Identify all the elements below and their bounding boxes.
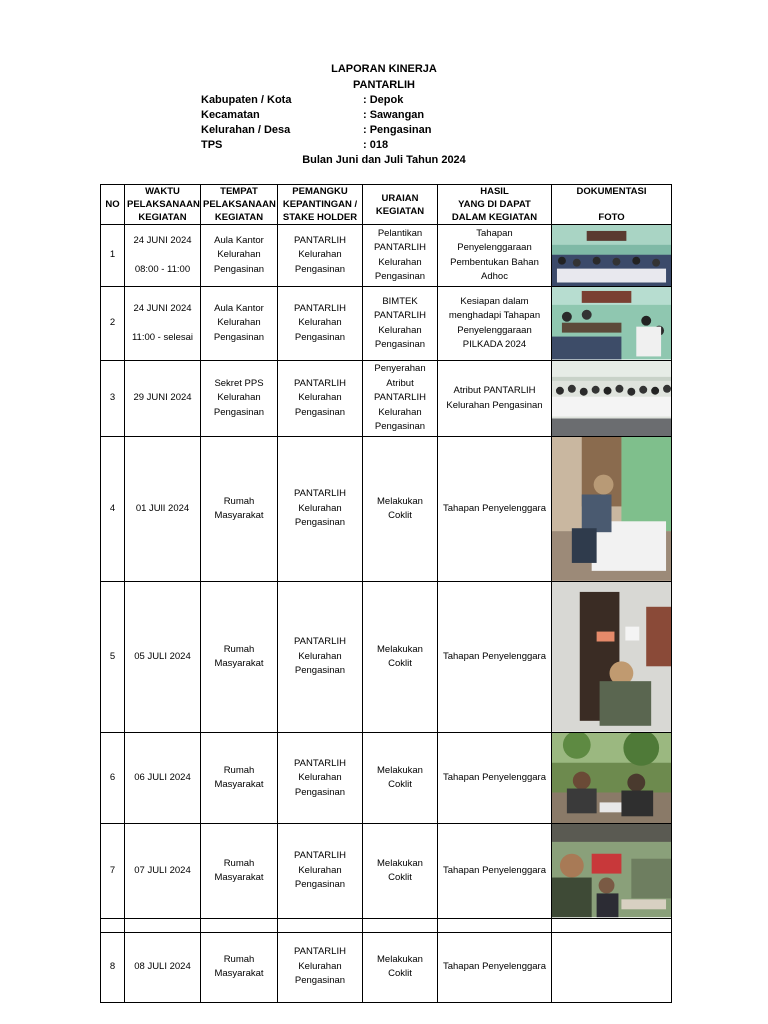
cell-no: 8 bbox=[101, 932, 125, 1002]
cell-hasil: Tahapan Penyelenggara bbox=[438, 824, 552, 918]
cell-pemangku: PANTARLIH Kelurahan Pengasinan bbox=[278, 287, 363, 360]
table-row bbox=[101, 733, 672, 824]
meeting-hall-photo bbox=[552, 225, 671, 286]
outdoor-visit-photo bbox=[552, 733, 671, 823]
cell-hasil: Tahapan Penyelenggaraan Pembentukan Bahan Adhoc bbox=[438, 225, 552, 287]
cell-uraian: Melakukan Coklit bbox=[363, 733, 438, 824]
info-label-kelurahan: Kelurahan / Desa bbox=[201, 124, 291, 136]
cell-pemangku: PANTARLIH Kelurahan Pengasinan bbox=[278, 360, 363, 436]
table-header-row bbox=[101, 185, 672, 225]
info-label-tps: TPS bbox=[201, 139, 223, 151]
column-header-foto: DOKUMENTASI FOTO bbox=[552, 185, 672, 225]
info-value-kecamatan: : Sawangan bbox=[363, 109, 425, 121]
cell-no: 4 bbox=[101, 437, 125, 582]
selfie-photo bbox=[552, 824, 671, 917]
cell-waktu: 24 JUNI 2024 11:00 - selesai bbox=[125, 287, 201, 360]
table-row bbox=[101, 287, 672, 360]
crowd-photo bbox=[552, 361, 671, 436]
cell-tempat: Rumah Masyarakat bbox=[201, 824, 278, 918]
cell-tempat: Rumah Masyarakat bbox=[201, 582, 278, 733]
table-row bbox=[101, 824, 672, 918]
cell-waktu: 29 JUNI 2024 bbox=[125, 360, 201, 436]
cell-uraian: Pelantikan PANTARLIH Kelurahan Pengasinan bbox=[363, 225, 438, 287]
info-value-kelurahan: : Pengasinan bbox=[363, 124, 432, 136]
column-header-uraian: URAIAN KEGIATAN bbox=[363, 185, 438, 225]
report-subtitle: PANTARLIH bbox=[353, 79, 415, 91]
home-visit-photo-1 bbox=[552, 437, 671, 581]
info-value-kabupaten: : Depok bbox=[363, 94, 404, 106]
table-row bbox=[101, 932, 672, 1002]
table-row bbox=[101, 582, 672, 733]
table-row bbox=[101, 437, 672, 582]
cell-tempat: Aula Kantor Kelurahan Pengasinan bbox=[201, 225, 278, 287]
cell-hasil: Tahapan Penyelenggara bbox=[438, 582, 552, 733]
cell-tempat: Sekret PPS Kelurahan Pengasinan bbox=[201, 360, 278, 436]
column-header-tempat: TEMPAT PELAKSANAAN KEGIATAN bbox=[201, 185, 278, 225]
cell-pemangku: PANTARLIH Kelurahan Pengasinan bbox=[278, 932, 363, 1002]
info-label-kecamatan: Kecamatan bbox=[201, 109, 260, 121]
info-label-kabupaten: Kabupaten / Kota bbox=[201, 94, 292, 106]
cell-foto bbox=[552, 824, 672, 918]
column-header-pemangku: PEMANGKU KEPANTINGAN / STAKE HOLDER bbox=[278, 185, 363, 225]
table-row bbox=[101, 225, 672, 287]
cell-uraian: Melakukan Coklit bbox=[363, 437, 438, 582]
cell-pemangku: PANTARLIH Kelurahan Pengasinan bbox=[278, 582, 363, 733]
table-row bbox=[101, 360, 672, 436]
cell-uraian: Melakukan Coklit bbox=[363, 824, 438, 918]
cell-pemangku: PANTARLIH Kelurahan Pengasinan bbox=[278, 225, 363, 287]
cell-foto bbox=[552, 360, 672, 436]
cell-foto bbox=[552, 582, 672, 733]
cell-hasil: Tahapan Penyelenggara bbox=[438, 932, 552, 1002]
cell-waktu: 05 JULI 2024 bbox=[125, 582, 201, 733]
cell-no: 2 bbox=[101, 287, 125, 360]
cell-no: 1 bbox=[101, 225, 125, 287]
cell-foto-empty bbox=[552, 932, 672, 1002]
cell-pemangku: PANTARLIH Kelurahan Pengasinan bbox=[278, 824, 363, 918]
column-header-hasil: HASIL YANG DI DAPAT DALAM KEGIATAN bbox=[438, 185, 552, 225]
cell-hasil: Tahapan Penyelenggara bbox=[438, 733, 552, 824]
cell-no: 5 bbox=[101, 582, 125, 733]
cell-foto bbox=[552, 733, 672, 824]
report-period: Bulan Juni dan Juli Tahun 2024 bbox=[302, 154, 466, 166]
column-header-no: NO bbox=[101, 185, 125, 225]
cell-hasil: Kesiapan dalam menghadapi Tahapan Penyelenggaraan PILKADA 2024 bbox=[438, 287, 552, 360]
cell-tempat: Rumah Masyarakat bbox=[201, 932, 278, 1002]
table-spacer-row bbox=[101, 918, 672, 932]
cell-hasil: Tahapan Penyelenggara bbox=[438, 437, 552, 582]
door-sticker-photo bbox=[552, 582, 671, 732]
cell-no: 6 bbox=[101, 733, 125, 824]
cell-tempat: Aula Kantor Kelurahan Pengasinan bbox=[201, 287, 278, 360]
cell-pemangku: PANTARLIH Kelurahan Pengasinan bbox=[278, 733, 363, 824]
cell-pemangku: PANTARLIH Kelurahan Pengasinan bbox=[278, 437, 363, 582]
cell-no: 3 bbox=[101, 360, 125, 436]
cell-foto bbox=[552, 287, 672, 360]
cell-foto bbox=[552, 437, 672, 582]
cell-tempat: Rumah Masyarakat bbox=[201, 437, 278, 582]
cell-waktu: 06 JULI 2024 bbox=[125, 733, 201, 824]
cell-no: 7 bbox=[101, 824, 125, 918]
cell-hasil: Atribut PANTARLIH Kelurahan Pengasinan bbox=[438, 360, 552, 436]
cell-uraian: Melakukan Coklit bbox=[363, 582, 438, 733]
cell-waktu: 07 JULI 2024 bbox=[125, 824, 201, 918]
cell-waktu: 08 JULI 2024 bbox=[125, 932, 201, 1002]
report-title: LAPORAN KINERJA bbox=[331, 63, 437, 75]
info-value-tps: : 018 bbox=[363, 139, 389, 151]
cell-tempat: Rumah Masyarakat bbox=[201, 733, 278, 824]
cell-uraian: Penyerahan Atribut PANTARLIH Kelurahan Pengasinan bbox=[363, 360, 438, 436]
cell-uraian: Melakukan Coklit bbox=[363, 932, 438, 1002]
cell-foto bbox=[552, 225, 672, 287]
activity-table bbox=[100, 184, 672, 1003]
cell-waktu: 01 JUlI 2024 bbox=[125, 437, 201, 582]
cell-uraian: BIMTEK PANTARLIH Kelurahan Pengasinan bbox=[363, 287, 438, 360]
cell-waktu: 24 JUNI 2024 08:00 - 11:00 bbox=[125, 225, 201, 287]
column-header-waktu: WAKTU PELAKSANAAN KEGIATAN bbox=[125, 185, 201, 225]
training-photo bbox=[552, 287, 671, 359]
